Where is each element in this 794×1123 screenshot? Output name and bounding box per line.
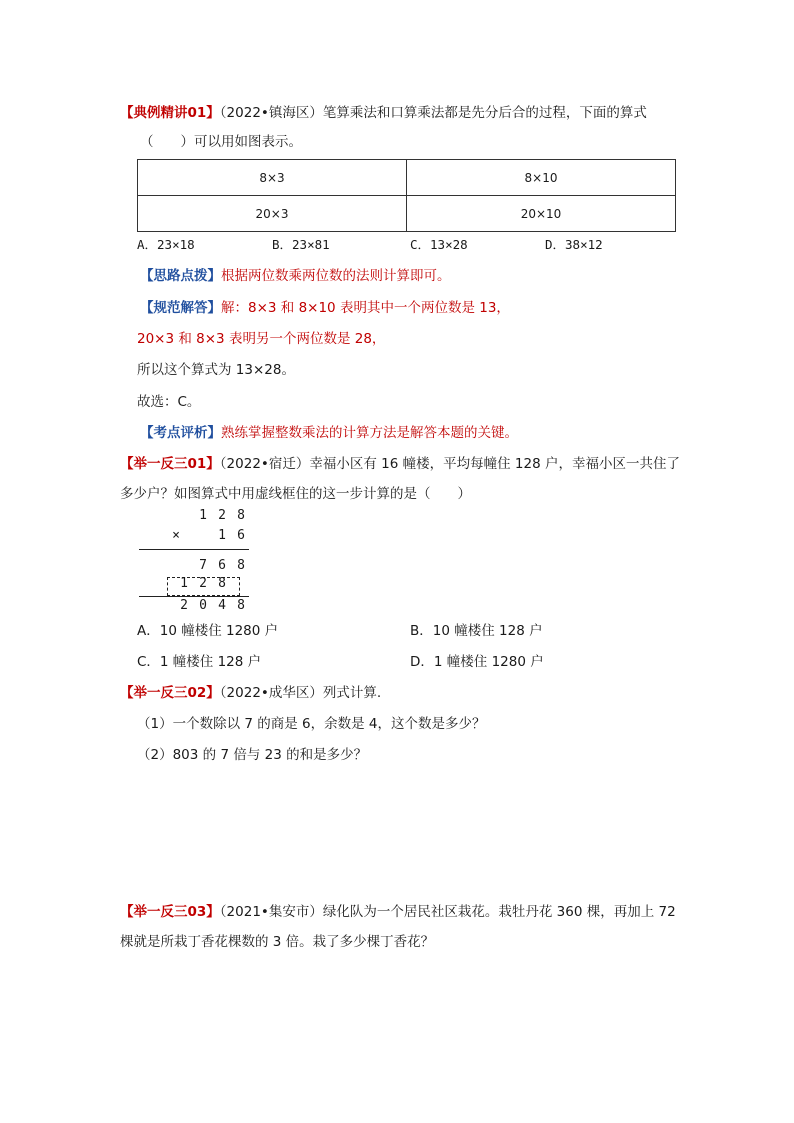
- example-1-review: [140, 423, 518, 443]
- example-1-question-line1: 笔算乘法和口算乘法都是先分后合的过程，下面的算式: [322, 105, 647, 121]
- multiply-sign: ×: [172, 528, 180, 543]
- calc-digit: 1: [180, 576, 188, 591]
- table-cell: 20×3: [138, 196, 407, 232]
- example-2-option-b: B．10 幢楼住 128 户: [410, 623, 543, 639]
- example-4-question: [120, 902, 676, 922]
- example-3-source: （2022•成华区）: [219, 685, 323, 701]
- calc-digit: 1: [218, 528, 226, 543]
- calc-digit: 6: [237, 528, 245, 543]
- calc-digit: 7: [199, 558, 207, 573]
- calc-digit: 0: [199, 598, 207, 613]
- calc-digit: 1: [199, 508, 207, 523]
- example-4-tag: 【举一反三03】: [120, 904, 220, 920]
- calc-rule-1: [139, 549, 249, 550]
- example-2-question: [120, 454, 680, 474]
- example-2-source: （2022•宿迁）: [219, 456, 310, 472]
- answer-line1: 解：8×3 和 8×10 表明其中一个两位数是 13，: [221, 300, 510, 316]
- example-2-question-line2: 多少户？如图算式中用虚线框住的这一步计算的是（ ）: [120, 486, 471, 502]
- calc-digit: 8: [237, 508, 245, 523]
- example-4-question-line2: 棵就是所栽丁香花棵数的 3 倍。栽了多少棵丁香花？: [120, 934, 435, 950]
- example-1-option-d: D．38×12: [545, 237, 603, 252]
- example-1-answer: [140, 298, 510, 318]
- example-3-question-text: 列式计算.: [322, 685, 382, 701]
- example-1-option-a: A．23×18: [137, 237, 195, 252]
- calc-digit: 2: [180, 598, 188, 613]
- hint-text: 根据两位数乘两位数的法则计算即可。: [221, 268, 451, 284]
- answer-line4: 故选：C。: [137, 394, 201, 410]
- answer-line2: 20×3 和 8×3 表明另一个两位数是 28，: [137, 331, 386, 347]
- calc-digit: 8: [218, 576, 226, 591]
- answer-tag: 【规范解答】: [140, 300, 221, 316]
- example-4-source: （2021•集安市）: [219, 904, 323, 920]
- example-2-option-d: D．1 幢楼住 1280 户: [410, 654, 544, 670]
- example-3-question: [120, 683, 381, 703]
- example-2-question-line1: 幸福小区有 16 幢楼，平均每幢住 128 户，幸福小区一共住了: [309, 456, 680, 472]
- review-text: 熟练掌握整数乘法的计算方法是解答本题的关键。: [221, 425, 518, 441]
- example-4-question-line1: 绿化队为一个居民社区栽花。栽牡丹花 360 棵，再加上 72: [322, 904, 676, 920]
- example-1-question: [120, 103, 647, 123]
- calc-rule-2: [139, 596, 249, 597]
- table-cell: 8×10: [407, 160, 676, 196]
- calc-digit: 6: [218, 558, 226, 573]
- calc-digit: 2: [218, 508, 226, 523]
- example-3-sub1: （1）一个数除以 7 的商是 6，余数是 4，这个数是多少？: [137, 716, 486, 732]
- example-1-hint: [140, 266, 451, 286]
- example-1-question-line2: （ ）可以用如图表示。: [140, 134, 302, 150]
- calc-digit: 8: [237, 558, 245, 573]
- example-1-table: [137, 159, 676, 232]
- example-3-sub2: （2）803 的 7 倍与 23 的和是多少？: [137, 747, 368, 763]
- review-tag: 【考点评析】: [140, 425, 221, 441]
- table-cell: 8×3: [138, 160, 407, 196]
- calc-digit: 2: [199, 576, 207, 591]
- example-1-option-b: B．23×81: [272, 237, 330, 252]
- example-1-option-c: C．13×28: [410, 237, 468, 252]
- calc-digit: 4: [218, 598, 226, 613]
- example-2-option-a: A．10 幢楼住 1280 户: [137, 623, 279, 639]
- example-1-tag: 【典例精讲01】: [120, 105, 220, 121]
- example-3-tag: 【举一反三02】: [120, 685, 220, 701]
- table-cell: 20×10: [407, 196, 676, 232]
- example-1-source: （2022•镇海区）: [219, 105, 323, 121]
- example-2-tag: 【举一反三01】: [120, 456, 220, 472]
- answer-line3: 所以这个算式为 13×28。: [137, 362, 295, 378]
- calc-digit: 8: [237, 598, 245, 613]
- example-2-option-c: C．1 幢楼住 128 户: [137, 654, 262, 670]
- hint-tag: 【思路点拨】: [140, 268, 221, 284]
